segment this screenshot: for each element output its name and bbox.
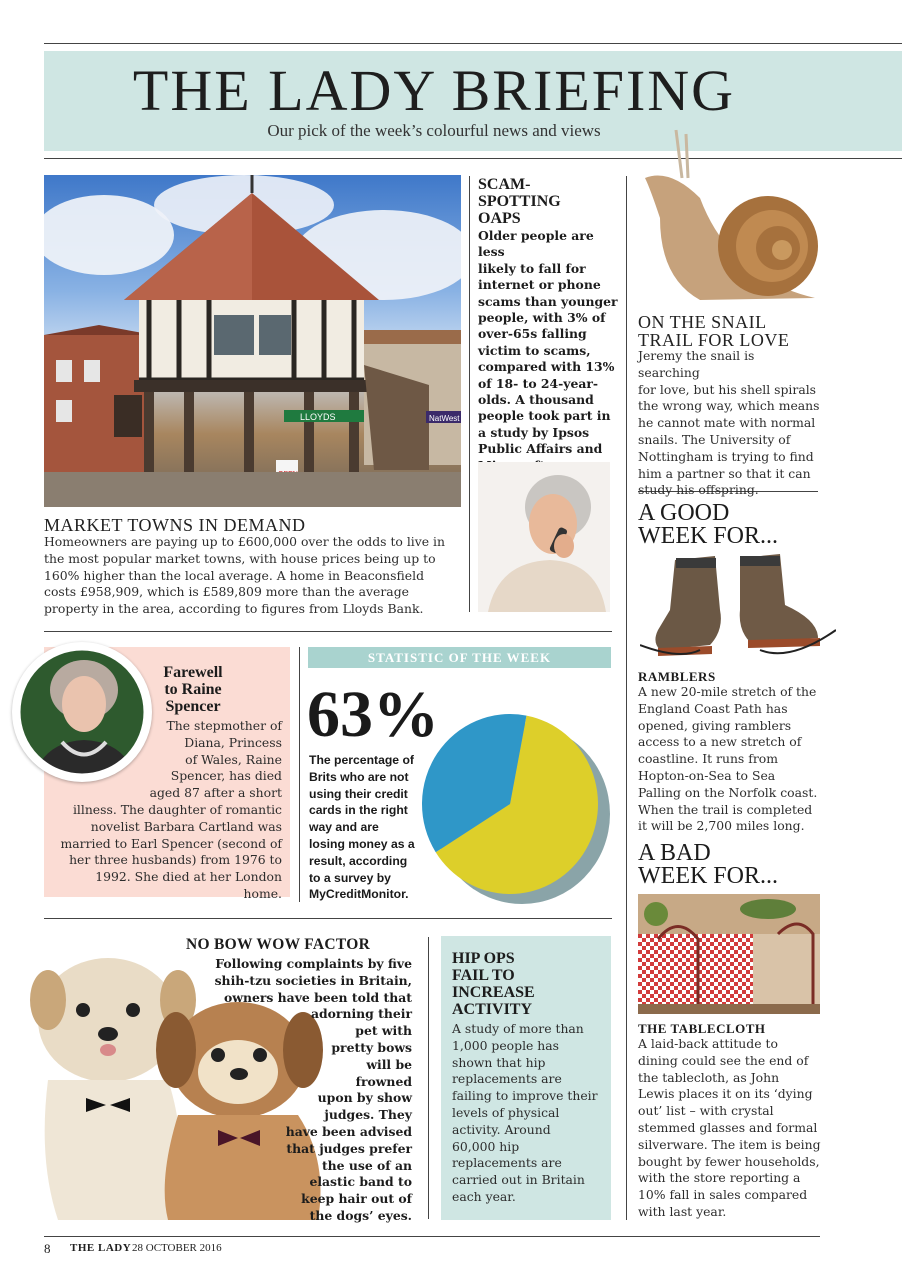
hip-ops-body: A study of more than 1,000 people has shown that hip replacements are failing to improve their levels of physical activity. Around 60,000 hip replacements are carried out in Britain each year. [452, 1021, 598, 1204]
page-number: 8 [44, 1241, 51, 1256]
ramblers-subheading: RAMBLERS [638, 669, 716, 684]
snail-heading: ON THE SNAIL TRAIL FOR LOVE [638, 312, 790, 350]
market-hall-photo [44, 175, 461, 507]
bow-rule [428, 937, 429, 1219]
ramblers-body: A new 20-mile stretch of the England Coast Path has opened, giving ramblers access to a new stretch of coastline. It runs from Hopton-on-Sea to Sea Palling on the Norfolk coast. When the trail is completed it will be 2,700 miles long. [638, 684, 818, 834]
tablecloth-photo [638, 894, 820, 1014]
snail-photo [640, 128, 820, 306]
natwest-sign: NatWest [429, 414, 460, 423]
scam-heading: SCAM- SPOTTING OAPS [478, 176, 561, 227]
mid-rule [44, 631, 612, 632]
bow-wow-heading: NO BOW WOW FACTOR [186, 936, 371, 953]
statistic-text: The percentage of Brits who are not using their credit cards in the right way and are losing money as a result, according to a survey by MyCreditMonitor. [309, 753, 415, 902]
lloyds-sign: LLOYDS [300, 412, 336, 422]
page-tagline: Our pick of the week’s colourful news and views [267, 121, 601, 140]
footer-rule [44, 1236, 820, 1237]
scam-body: Older people are less likely to fall for internet or phone scams than younger people, with 3% of over-65s falling victim to scams, compared with 13% of 18- to 24-year- olds. A thousand people took part in a study by Ipsos Public Affairs and [478, 228, 618, 457]
column-rule-1 [469, 176, 470, 612]
good-week-heading: A GOOD WEEK FOR... [638, 500, 778, 549]
statistic-value: 63% [307, 678, 439, 751]
walking-boots-photo [640, 550, 836, 665]
stat-rule [299, 647, 300, 902]
footer-publication: THE LADY [70, 1242, 132, 1254]
footer-date: 28 OCTOBER 2016 [132, 1242, 222, 1254]
market-towns-body: Homeowners are paying up to £600,000 over the odds to live in the most popular market towns, with house prices being up to 160% higher than the local average. A home in Beaconsfield costs £958,909, which is £589,809 more than the average property in the area, according to figures from Lloyds Bank. [44, 534, 445, 617]
tablecloth-body: A laid-back attitude to dining could see the end of the tablecloth, as John Lewis places it on its ‘dying out’ list – with crystal stemmed glasses and formal silverware. The item is being bought by fewer households, with the store reporting a 10% fall in sales compared with last year. [638, 1036, 821, 1219]
statistic-banner: STATISTIC OF THE WEEK [308, 647, 611, 668]
top-rule [44, 43, 902, 44]
woman-on-phone-photo [478, 462, 610, 612]
farewell-body: The stepmother of Diana, Princess of Wales, Raine Spencer, has died aged 87 after a short illness. The daughter of romantic novelist Barbara Cartland was married to Earl Spencer (second of her three husbands) from 1976 to 1992. She died at her London home. [60, 718, 282, 901]
snail-body: Jeremy the snail is searching for love, but his shell spirals the wrong way, which means he cannot mate with normal snails. The University of Nottingham is trying to find him a partner so that it can study his offspring. [638, 348, 820, 498]
column-rule-2 [626, 176, 627, 1220]
statistic-pie [418, 712, 614, 908]
bad-week-heading: A BAD WEEK FOR... [638, 840, 778, 889]
farewell-heading: Farewell to Raine Spencer [163, 664, 223, 715]
lower-rule [44, 918, 612, 919]
market-towns-heading: MARKET TOWNS IN DEMAND [44, 515, 306, 535]
hip-ops-heading: HIP OPS FAIL TO INCREASE ACTIVITY [452, 950, 535, 1018]
bow-wow-body: Following complaints by five shih-tzu societies in Britain, owners have been told that adorning their pet with pretty bows will be frowned upon by show judges. They have been advised that judges prefer the use of an elastic band to keep hair out of the dogs’ eyes. [214, 956, 412, 1223]
tablecloth-subheading: THE TABLECLOTH [638, 1021, 766, 1036]
page-title: THE LADY BRIEFING [132, 58, 736, 123]
